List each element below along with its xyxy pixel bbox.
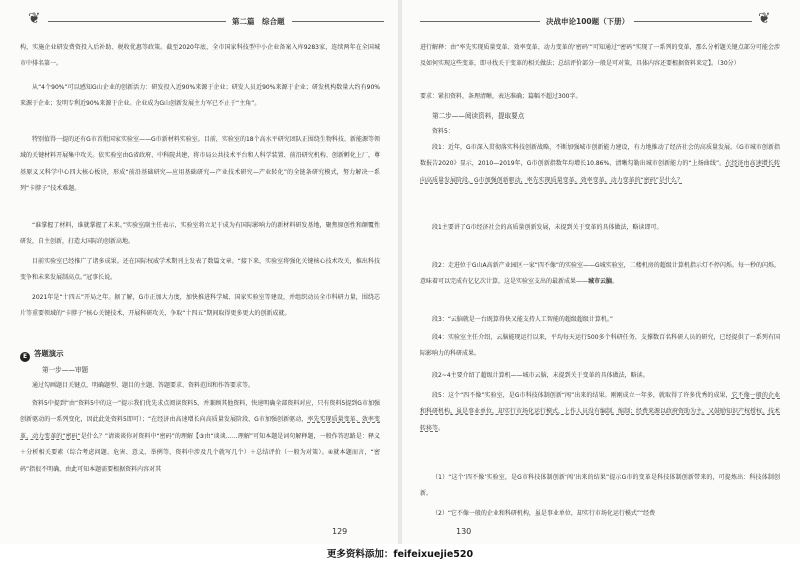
left-para-1: 构，实施企业研发费资投入后补助、税收优惠等政策。截至2020年底，全市国家科技型中小企业备案入库9283家，连续两年在全国城市中排名第一。 bbox=[20, 44, 380, 68]
m5-p1-highlight: 在经济由高速增长转向高质量发展阶段，G市加强创新驱动，率先实现质量变革、效率变革、动力变革的“密码”是什么？ bbox=[420, 160, 780, 184]
left-page-number: 129 bbox=[332, 527, 348, 536]
left-para-2: 从“4个90%”可以感知G山企业的创新活力：研发投入近90%来源于企业；研发人员近90%来源于企业；研发机构数量大约有90%来源于企业；发明专利近90%来源于企业。企业成为G山创新发展主力军已不止于“主角”。 bbox=[20, 84, 380, 108]
right-page-number: 130 bbox=[456, 527, 472, 536]
left-step-title: 第一步——审题 bbox=[42, 366, 89, 374]
material5-para4: 段4：实验室主任介绍，云脑能现运行以来，平均每天运行500多个科研任务，支撑数百名科研人员的研究，已经提供了一系列有国际影响力的科研成果。 bbox=[420, 334, 780, 358]
m5-p5-highlight: 它不像一般的企业和科研机构，虽是事业单位，却实行市场化运行模式，上作人员没有编制，缩制；经费来源以政府资助为主，又鼓励知识产权授权、技术转移等 bbox=[420, 392, 781, 432]
footer-banner: 更多资料添加：feifeixuejie520 bbox=[0, 544, 800, 566]
analysis-part-b: 是什么？”请谈谈你对资料中“密码”的理解【③由“谈谈……理解”可知本题是词句解释题，一般作答思路是：释义＋分析相关要素（综合考虑问题、危害、意义、举例等，资料中涉及几个就写几个）＋总结评价（一般为对策）。④就本题而言，“密码”指很不明确，由此可知本题需要根据资料内容对其 bbox=[20, 432, 380, 473]
left-ornament-icon: ❦ bbox=[28, 9, 41, 27]
analysis-lead: 通过勾画题目关键点，明确题型、题目的主题、答题要求、资料范围和作答要求等。 bbox=[32, 382, 255, 389]
analysis-highlight: 率先实现质量变革、效率变革、动力变革的“密码” bbox=[20, 416, 380, 440]
point-2: （2）“它不像一般的企业和科研机构，虽是事业单位，却实行市场化运行模式”“经费 bbox=[432, 510, 656, 517]
right-intro: 进行解释：由“率先实现质量变革、效率变革、动力变革的‘密码’”可知通过“密码”实现了一系列的变革，那么分析题关键点部分可能会涉及如何实现这些变革，即寻找关于变革的相关做法；总结评价部分一般是可对策，具体内容还要根据资料来定】。（30分） bbox=[420, 44, 780, 68]
comment-1: 段1主要讲了G市经济社会的高质量创新发展，未提到关于变革的具体做法，略读即可。 bbox=[432, 224, 663, 231]
material-label: 资料5： bbox=[432, 128, 454, 135]
material5-para2 bbox=[420, 258, 780, 291]
left-para-4: “谁掌握了材料，谁就掌握了未来。”实验室副主任表示，实验室将立足于成为有国际影响力的新材料研发基地，聚焦原创性和颠覆性研发，自主创新，打造大国际的创新高地。 bbox=[20, 222, 380, 246]
m5-p5-text-b: 。 bbox=[438, 424, 445, 432]
left-para-3: 特别值得一提的还有G市首批国家实验室——G市新材料实验室。目前，实验室的18个高水平研究团队正围绕生物科技、新能源等领域的关键材料开展集中攻关。依实验室由G省政府、中科院共建，将市局公共技术平台和人科学装置、前沿研究机构、创新孵化上厂，尊基原义又科学中心四大核心板块，形成“前沿基础研究—应用基础研究—产业技术研究—产业转化”的全链条研究模式，努力解决一系列“卡脖子”技术难题。 bbox=[20, 136, 380, 193]
material5-para5 bbox=[420, 388, 780, 437]
m5-p1-text: 段1：近年，G市深入贯彻落实科技创新战略，不断加强城市创新能力建设，有力地推动了经济社会的高质量发展。《G市城市创新指数报告2020》显示，2010—2019年，G市创新指数年均增长10.86%，清晰勾勒出城市创新能力的“上扬曲线”。 bbox=[420, 144, 780, 168]
m5-p2-text-b: 。 bbox=[612, 278, 619, 286]
right-header-title: 决战申论100题（下册） bbox=[546, 17, 630, 26]
section-bullet-icon: E bbox=[20, 352, 30, 362]
right-page bbox=[402, 0, 800, 566]
right-ornament-icon: ❦ bbox=[758, 9, 771, 27]
material5-para3: 段3：“云脑就是一台既算得快又能支持人工智能的超级超级计算机。” bbox=[432, 316, 614, 323]
analysis-body bbox=[20, 396, 380, 478]
m5-p2-bold: 城市云脑 bbox=[588, 278, 613, 286]
answer-demo-title bbox=[20, 348, 64, 362]
left-para-5: 目前实验室已经推广了诸多成果。还在国际权威学术期刊上发表了数篇文章。“接下来，实验室将强化关键核心技术攻关，推出科技变争和未来发展制高点。”冠事长说。 bbox=[20, 258, 380, 282]
right-requirement: 要求：紧扣资料，条理清晰，表达准确；篇幅不超过300字。 bbox=[420, 93, 582, 100]
left-para-6: 2021年是“十四五”开局之年。据了解，G市正加大力度，加快推进科学城、国家实验室等建设，并组织动员全市科研力量，围绕芯片等重要领域的“卡脖子”核心关键技术，开展科研攻关，争取“十四五”期间取得更多更大的创新成就。 bbox=[20, 294, 380, 318]
section-title-text: 答题演示 bbox=[34, 349, 64, 358]
left-header-rule-b bbox=[292, 21, 384, 22]
left-header-rule-a bbox=[48, 21, 226, 22]
analysis-part-a: 资料5中提到“由“资料5中的这一”提示我们优先求点阅读资料5，并兼顾其他资料，快速明确全部资料对应，只有资料5提到G市加强创新驱动的一系列变化，因此此处资料5即可）；“在经济由高速增长向高质量发展阶段，G市加强创新驱动， bbox=[20, 400, 380, 424]
left-page bbox=[0, 0, 398, 566]
right-header-rule-b bbox=[634, 21, 752, 22]
left-header-title: 第二篇 综合题 bbox=[232, 17, 285, 26]
m5-p5-text-a: 段5：这个“四不像”实验室，是G市科技体制创新“闯”出来的结果。刚刚成立一年多，就取得了许多优秀的成果， bbox=[432, 392, 732, 399]
comment-2: 段2~4主要介绍了超级计算机——城市云脑，未提到关于变革的具体做法，略读。 bbox=[432, 372, 649, 379]
m5-p2-text-a: 段2：走进位于G山A高新产业园区一家“四不像”的实验室——G城实验室，二楼机房的超级计算机指示灯不停闪烁。每一秒的闪烁，意味着可以完成有亿亿次计算，这是实验室支出的最新成果—— bbox=[420, 262, 780, 286]
material5-para1 bbox=[420, 140, 780, 189]
right-header-rule-a bbox=[420, 21, 540, 22]
point-1: （1）“这个‘四不像’实验室，是G市科技体制创新‘闯’出来的结果”提示G市的变革是科技体制创新带来的，可提炼出：科技体制创新。 bbox=[420, 474, 780, 498]
right-step-title: 第二步——阅读资料，提取要点 bbox=[432, 112, 525, 120]
